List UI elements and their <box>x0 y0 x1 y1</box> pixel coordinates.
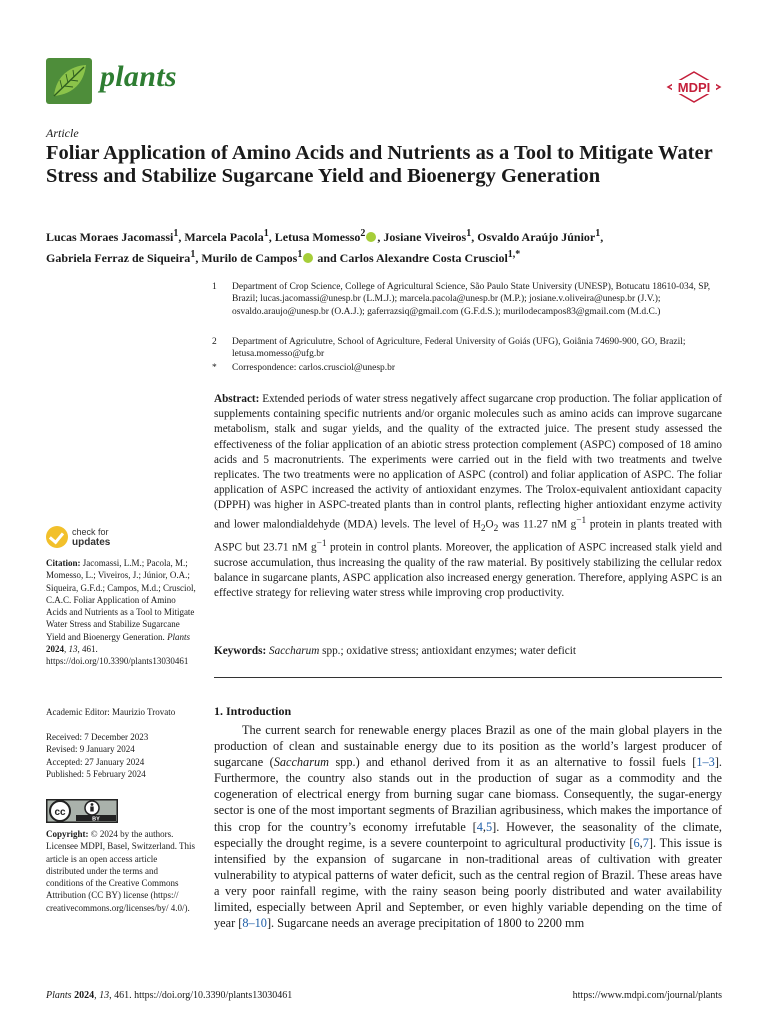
author-name: Marcela Pacola <box>184 230 264 244</box>
cc-by-license-icon[interactable] <box>46 799 118 823</box>
author-affiliation-mark: 2 <box>360 228 366 239</box>
citation-block: Citation: Jacomassi, L.M.; Pacola, M.; Momesso, L.; Viveiros, J.; Júnior, O.A.; Siqueira, G.F.d.; Campos, M.d.; Crusciol, C.A.C. Foliar Application of Amino Acids and Nutrients as a Tool to Mitigate Water Stress and Stabilize Sugarcane Yield and Bioenergy Generation. Plants 2024, 13, 461. https://doi.org/10.3390/plants13030461 <box>46 558 196 667</box>
section-heading-introduction: 1. Introduction <box>214 704 292 718</box>
footer-journal-url[interactable]: https://www.mdpi.com/journal/plants <box>572 990 722 1001</box>
author-name: Carlos Alexandre Costa Crusciol <box>339 251 508 265</box>
author-list <box>46 225 736 267</box>
keywords-label: Keywords: <box>214 645 267 657</box>
reference-link[interactable]: 5 <box>486 819 493 834</box>
footer-citation: Plants 2024, 13, 461. https://doi.org/10.3390/plants13030461 <box>46 990 293 1001</box>
author-affiliation-mark: 1 <box>190 249 196 260</box>
plants-leaf-logo-icon <box>46 58 92 104</box>
author-affiliation-mark: 1 <box>263 228 269 239</box>
abstract: Abstract: Extended periods of water stress negatively affect sugarcane crop production. The foliar application of supplements containing specific nutrients and/or organic molecules such as amino acids can improve sugarcane metabolism, stalk and sugar yields, and the quality of the extracted juice. The present study assessed the effectiveness of the foliar application of an abiotic stress protection complement (ASPC) composed of 18 amino acids and 5 macronutrients. The experiments were carried out in the field with two treatments and twelve replicates. The two treatments were no application of ASPC (control) and foliar application of ASPC. The foliar application of ASPC increased the activity of antioxidant enzymes. The Trolox-equivalent antioxidant capacity (DPPH) was higher in ASPC-treated plants than in control plants, reflecting higher antioxidant enzyme activity and lower malondialdehyde (MDA) levels. The level of $H_2O_2$ was 11.27 nM $g^{-1}$ protein in plants treated with ASPC but 23.71 nM $g^{-1}$ protein in control plants. Moreover, the application of ASPC increased stalk yield and sucrose accumulation, thus increasing the quality of the raw material. By positively stabilizing the cellular redox balance in sugarcane plants, ASPC application also increased energy generation. Therefore, applying ASPC is an effective strategy for relieving water stress while improving crop productivity. <box>214 393 723 600</box>
affiliation-2: 2 Department of Agriculutre, School of Agriculture, Federal University of Goiás (UFG), Goiânia 74690-900, GO, Brazil; letusa.momesso@ufg.br <box>212 337 686 360</box>
orcid-icon[interactable] <box>303 253 313 263</box>
check-icon <box>46 526 68 548</box>
svg-text:cc: cc <box>54 807 66 818</box>
author-name: Gabriela Ferraz de Siqueira <box>46 251 191 265</box>
reference-link[interactable]: 7 <box>642 835 649 850</box>
author-name: Letusa Momesso <box>274 230 361 244</box>
author-name: Osvaldo Araújo Júnior <box>477 230 596 244</box>
reference-link[interactable]: 6 <box>633 835 640 850</box>
author-name: Lucas Moraes Jacomassi <box>46 230 174 244</box>
reference-link[interactable]: 1–3 <box>696 755 715 770</box>
abstract-label: Abstract: <box>214 393 260 405</box>
author-affiliation-mark: 1 <box>595 228 601 239</box>
section-divider <box>214 677 722 678</box>
paper-title: Foliar Application of Amino Acids and Nutrients as a Tool to Mitigate Water Stress and Stabilize Sugarcane Yield and Bioenergy Generation <box>46 142 713 187</box>
reference-link[interactable]: 8–10 <box>242 916 267 931</box>
journal-name: plants <box>100 60 177 93</box>
affiliation-3: * Correspondence: carlos.crusciol@unesp.br <box>212 363 396 373</box>
author-affiliation-mark: 1 <box>297 249 303 260</box>
mdpi-logo-icon <box>666 71 722 103</box>
author-affiliation-mark: 1 <box>173 228 179 239</box>
dates-block: Received: 7 December 2023 Revised: 9 January 2024 Accepted: 27 January 2024 Published: 5 February 2024 <box>46 732 149 779</box>
author-affiliation-mark: 1,* <box>507 249 521 260</box>
article-type: Article <box>46 126 79 140</box>
author-name: Josiane Viveiros <box>383 230 467 244</box>
introduction-text: The current search for renewable energy places Brazil as one of the main global players in the production of clean and sustainable energy due to its position as the world’s largest producer of sugarcane (Saccharum spp.) and ethanol derived from it as an alternative to fossil fuels [1–3]. Furthermore, the country also stands out in the production of sugar as a commodity and the cogeneration of electrical energy from burning sugar cane biomass. Consequently, the sugar-energy sector is one of the most important segments of Brazilian agribusiness, which makes the importance of this crop for the country’s economy irrefutable [4,5]. However, the seasonality of the climate, especially the drought regime, is a severe counterpoint to agricultural productivity [6,7]. This issue is intensified by the expansion of sugarcane in non-traditional areas of cultivation with greater vulnerability to atypical patterns of water deficit, such as the central region of Brazil. These areas have a very poor rainfall regime, with the rainy season being poorly distributed and water availability limited, especially between April and September, or even highly variable depending on the time of year [8–10]. Sugarcane needs an average precipitation of 1800 to 2200 mm <box>214 723 722 931</box>
affiliation-1: 1 Department of Crop Science, College of Agricultural Science, São Paulo State University (UNESP), Botucatu 18610-034, SP, Brazil; lucas.jacomassi@unesp.br (L.M.J.); marcela.pacola@unesp.br (M.P.); josiane.v.oliveira@unesp.br (J.V.); osvaldo.araujo@unesp.br (O.A.J.); gaferrazsiq@gmail.com (G.F.d.S.); murilodecampos83@gmail.com (M.d.C.) <box>212 282 711 317</box>
mdpi-logo-text: MDPI <box>677 80 711 95</box>
reference-link[interactable]: 4 <box>476 819 483 834</box>
cc-by-label: BY <box>92 816 100 823</box>
author-line-2: Gabriela Ferraz de Siqueira$^1$, Murilo de Campos$^1$ and Carlos Alexandre Costa Crusciol$^{1,*}$ <box>46 249 521 265</box>
author-line-1: Lucas Moraes Jacomassi$^1$, Marcela Pacola$^1$, Letusa Momesso$^2$ , Josiane Viveiros$^1$, Osvaldo Araújo Júnior$^1$, <box>46 228 604 244</box>
academic-editor: Academic Editor: Maurizio Trovato <box>46 707 176 717</box>
keywords: Keywords: Saccharum spp.; oxidative stress; antioxidant enzymes; water deficit <box>214 645 576 657</box>
author-name: Murilo de Campos <box>201 251 298 265</box>
copyright-block: Copyright: © 2024 by the authors. Licensee MDPI, Basel, Switzerland. This article is an open access article distributed under the terms and conditions of the Creative Commons Attribution (CC BY) license (https:// creativecommons.org/licenses/by/ 4.0/). <box>46 829 196 913</box>
author-affiliation-mark: 1 <box>466 228 472 239</box>
check-for-updates-badge[interactable]: check for updates <box>46 526 166 552</box>
orcid-icon[interactable] <box>366 232 376 242</box>
